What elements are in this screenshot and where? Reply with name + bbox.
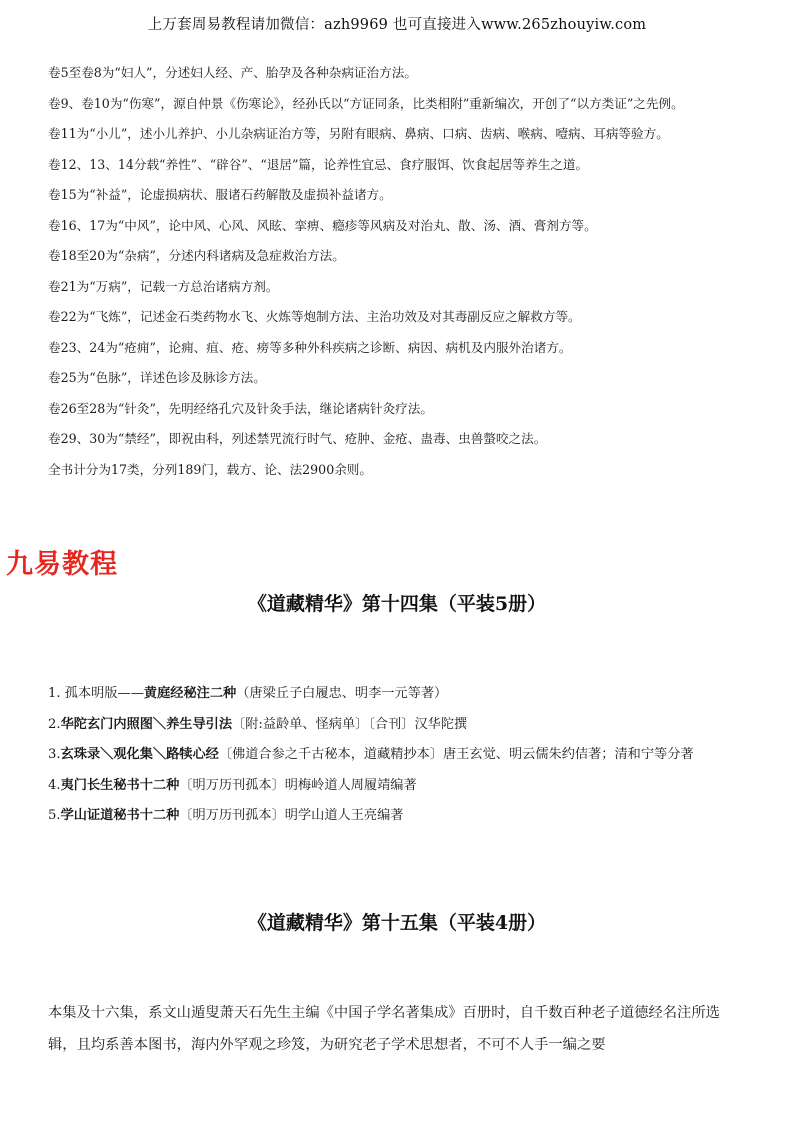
item-detail: 〔附:益龄单、怪病单〕〔合刊〕汉华陀撰 [232,716,468,732]
volume-list [48,58,748,485]
volume-line: 卷16、17为“中风”，论中风、心风、风眩、挛痹、瘾疹等风病及对治丸、散、汤、酒、膏剂方等。 [48,217,597,233]
volume-line: 卷23、24为“疮痈”，论痈、疽、疮、痨等多种外科疾病之诊断、病因、病机及内服外治诸方。 [48,339,572,355]
volume-line: 卷21为“万病”，记载一方总治诸病方剂。 [48,278,279,294]
item-number: 5. [48,808,61,823]
volume-line: 卷15为“补益”，论虚损病状、服诸石药解散及虚损补益诸方。 [48,187,392,202]
volume-line: 卷9、卷10为“伤寒”，源自仲景《伤寒论》，经孙氏以“方证同条，比类相附”重新编次，开创了“以方类证”之先例。 [48,95,684,111]
item-number: 1. [48,686,65,701]
item-title: 夷门长生秘书十二种 [60,777,180,793]
item-detail: 〔明万历刊孤本〕明梅岭道人周履靖编著 [179,777,417,793]
item-title: 华陀玄门内照图＼养生导引法 [60,716,233,732]
volume-line: 卷11为“小儿”，述小儿养护、小儿杂病证治方等，另附有眼病、鼻病、口病、齿病、喉病、噎病、耳病等验方。 [48,126,669,141]
item-prefix: 孤本明版—— [64,686,144,701]
item-title: 学山证道秘书十二种 [60,808,180,823]
volume-line: 卷18至20为“杂病”，分述内科诸病及急症救治方法。 [48,248,345,263]
item-detail: 〔佛道合参之千古秘本，道藏精抄本〕唐王玄觉、明云儒朱约佶著；清和宁等分著 [218,747,694,762]
section-15-intro: 本集及十六集，系文山遁叟萧天石先生主编《中国子学名著集成》百册时，自千数百种老子道德经名注所选辑，且均系善本图书，海内外罕观之珍笈，为研究老子学术思想者，不可不人手一编之要 [48,1005,720,1053]
section-14-title: 《道藏精华》第十四集（平装5册） [247,593,547,615]
item-number: 2. [48,716,61,732]
item-number: 4. [48,777,61,793]
volume-line: 卷26至28为“针灸”，先明经络孔穴及针灸手法，继论诸病针灸疗法。 [48,400,433,416]
item-detail: 〔明万历刊孤本〕明学山道人王亮编著 [179,808,404,823]
item-title: 黄庭经秘注二种 [143,686,237,701]
item-title: 玄珠录＼观化集＼路犊心经 [60,747,219,762]
volume-summary: 全书计分为17类，分列189门，载方、论、法2900余则。 [48,461,372,477]
volume-line: 卷5至卷8为“妇人”，分述妇人经、产、胎孕及各种杂病证治方法。 [48,65,417,80]
book-item [48,740,748,771]
section-14-list [48,679,748,832]
volume-line: 卷12、13、14分载“养性”、“辟谷”、“退居”篇，论养性宜忌、食疗服饵、饮食起居等养生之道。 [48,156,589,172]
watermark-logo: 九易教程 [6,549,118,580]
book-item [48,710,748,741]
section-15-title: 《道藏精华》第十五集（平装4册） [247,912,547,934]
book-item [48,801,748,832]
volume-line: 卷29、30为“禁经”，即祝由科，列述禁咒流行时气、疮肿、金疮、蛊毒、虫兽螫咬之法。 [48,431,547,446]
item-number: 3. [48,747,61,762]
book-item [48,679,748,710]
page-header: 上万套周易教程请加微信：azh9969 也可直接进入www.265zhouyiw.com [147,17,647,33]
volume-line: 卷22为“飞炼”，记述金石类药物水飞、火炼等炮制方法、主治功效及对其毒副反应之解救方等。 [48,309,581,324]
volume-line: 卷25为“色脉”，详述色诊及脉诊方法。 [48,370,266,385]
book-item [48,771,748,802]
item-detail: （唐梁丘子白履忠、明李一元等著） [236,686,448,701]
